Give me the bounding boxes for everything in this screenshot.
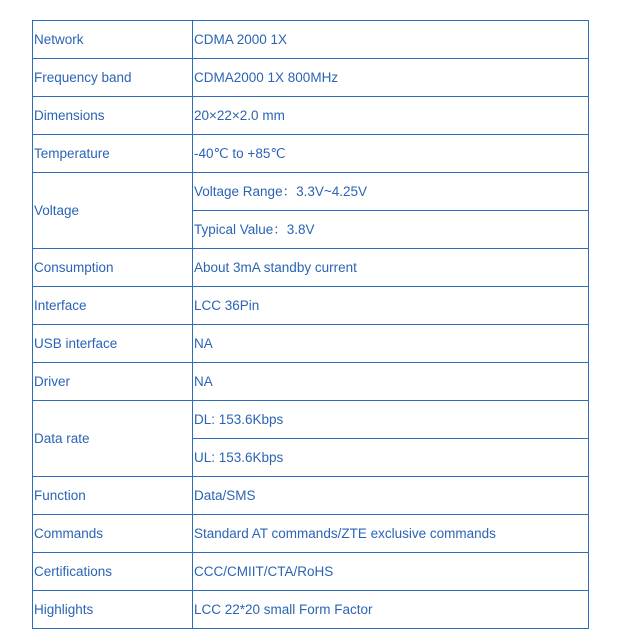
spec-table-body [33, 21, 589, 629]
spec-label-voltage: Voltage [33, 173, 193, 249]
spec-label-data-rate: Data rate [33, 401, 193, 477]
spec-label-frequency-band: Frequency band [33, 59, 193, 97]
spec-label-commands: Commands [33, 515, 193, 553]
table-row [33, 591, 589, 629]
spec-label-driver: Driver [33, 363, 193, 401]
spec-value-highlights: LCC 22*20 small Form Factor [193, 591, 589, 629]
table-row [33, 477, 589, 515]
spec-value-driver: NA [193, 363, 589, 401]
spec-value-commands: Standard AT commands/ZTE exclusive commands [193, 515, 589, 553]
spec-label-consumption: Consumption [33, 249, 193, 287]
spec-value-data-rate: UL: 153.6Kbps [193, 439, 589, 477]
spec-value-certifications: CCC/CMIIT/CTA/RoHS [193, 553, 589, 591]
spec-value-dimensions: 20×22×2.0 mm [193, 97, 589, 135]
spec-label-certifications: Certifications [33, 553, 193, 591]
spec-label-usb-interface: USB interface [33, 325, 193, 363]
table-row [33, 401, 589, 439]
spec-value-frequency-band: CDMA2000 1X 800MHz [193, 59, 589, 97]
spec-value-usb-interface: NA [193, 325, 589, 363]
spec-label-temperature: Temperature [33, 135, 193, 173]
table-row [33, 135, 589, 173]
spec-table-container [32, 20, 589, 629]
table-row [33, 325, 589, 363]
spec-label-function: Function [33, 477, 193, 515]
spec-label-interface: Interface [33, 287, 193, 325]
spec-label-dimensions: Dimensions [33, 97, 193, 135]
spec-value-function: Data/SMS [193, 477, 589, 515]
table-row [33, 173, 589, 211]
spec-value-voltage: Typical Value：3.8V [193, 211, 589, 249]
spec-value-data-rate: DL: 153.6Kbps [193, 401, 589, 439]
spec-table [32, 20, 589, 629]
spec-label-highlights: Highlights [33, 591, 193, 629]
table-row [33, 21, 589, 59]
table-row [33, 59, 589, 97]
table-row [33, 515, 589, 553]
spec-value-consumption: About 3mA standby current [193, 249, 589, 287]
spec-value-voltage: Voltage Range：3.3V~4.25V [193, 173, 589, 211]
table-row [33, 249, 589, 287]
table-row [33, 363, 589, 401]
spec-value-temperature: -40℃ to +85℃ [193, 135, 589, 173]
spec-value-network: CDMA 2000 1X [193, 21, 589, 59]
spec-value-interface: LCC 36Pin [193, 287, 589, 325]
table-row [33, 287, 589, 325]
table-row [33, 553, 589, 591]
table-row [33, 97, 589, 135]
spec-label-network: Network [33, 21, 193, 59]
